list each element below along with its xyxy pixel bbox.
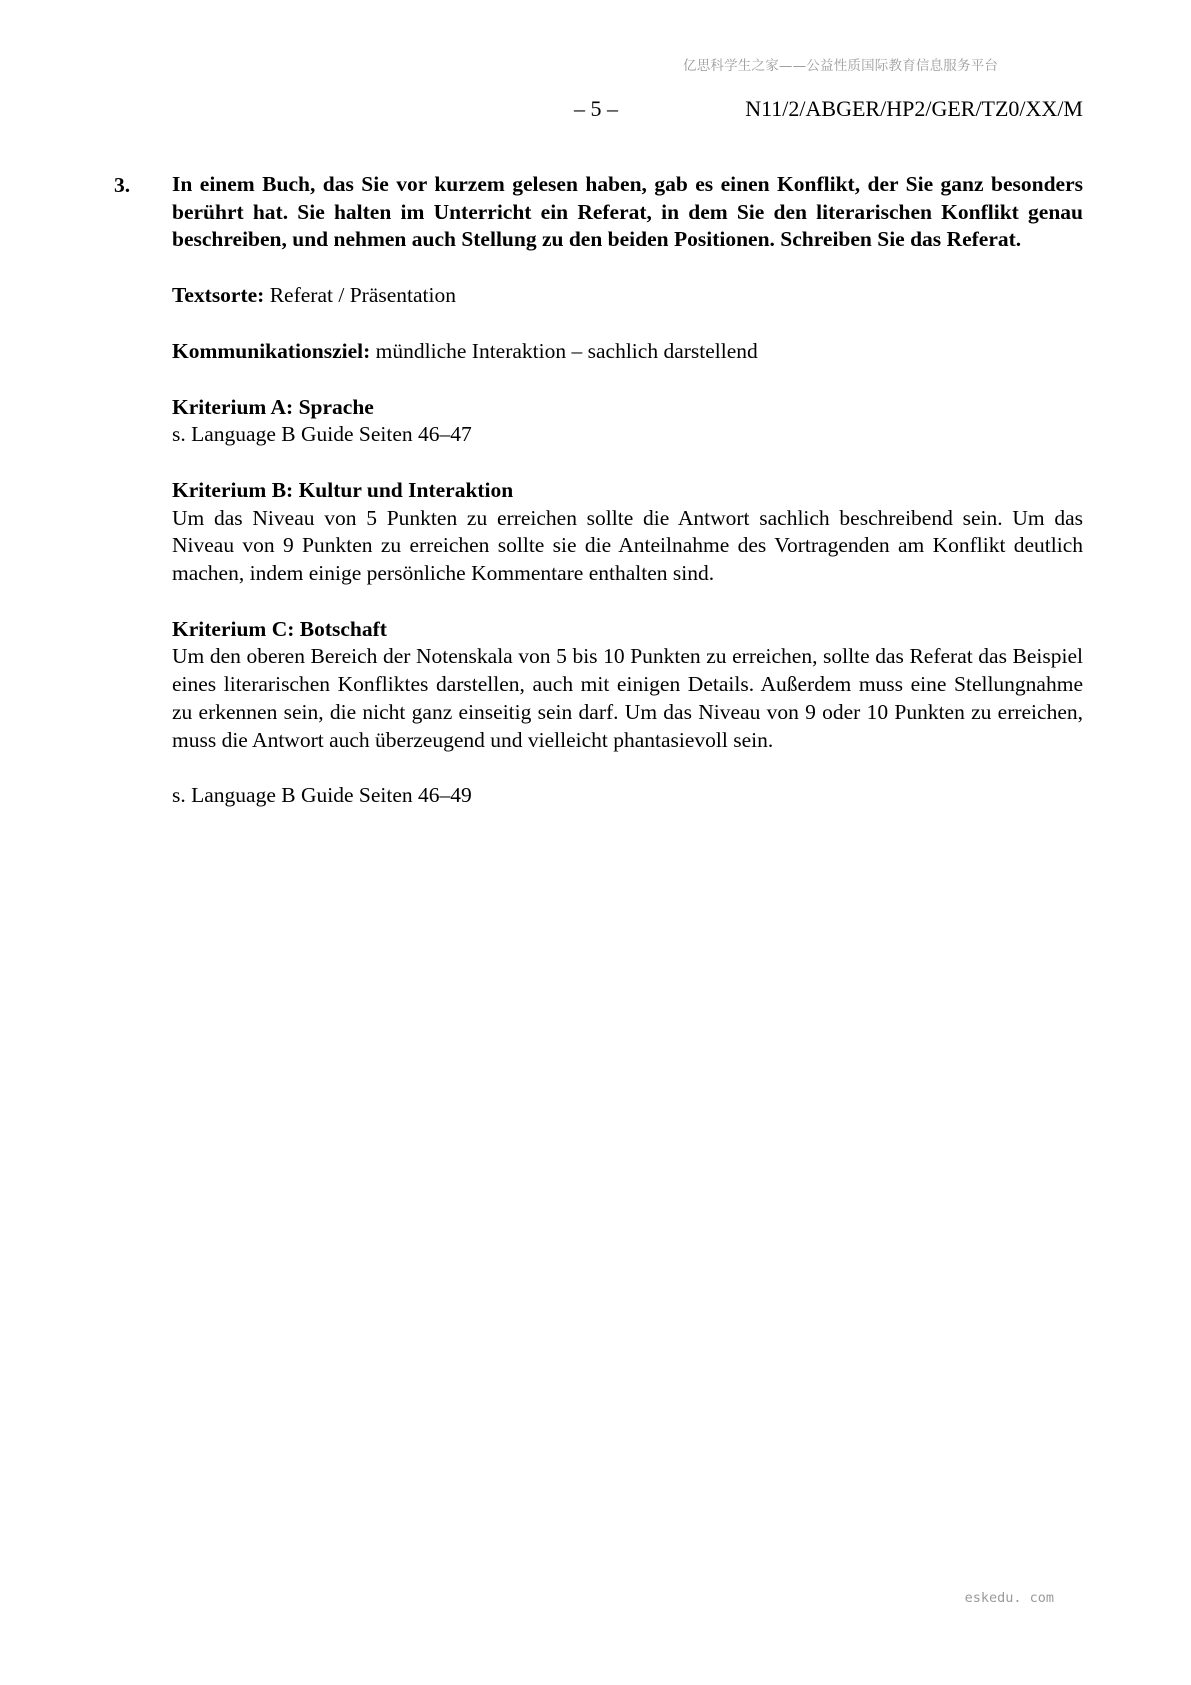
spacer bbox=[172, 254, 1083, 282]
spacer bbox=[172, 754, 1083, 782]
kommunikationsziel-label: Kommunikationsziel: bbox=[172, 338, 371, 363]
textsorte-line bbox=[172, 282, 1083, 310]
header-watermark: 亿思科学生之家——公益性质国际教育信息服务平台 bbox=[683, 58, 999, 74]
criterion-a-text: s. Language B Guide Seiten 46–47 bbox=[172, 422, 472, 447]
question-number: 3. bbox=[114, 173, 131, 197]
criterion-c-text: Um den oberen Bereich der Notenskala von 5 bis 10 Punkten zu erreichen, sollte das Referat das Beispiel eines literarischen Konfliktes darstellen, auch mit einigen Details. Außerdem muss eine Stellungnahme zu erkennen sein, die nicht ganz einseitig sein darf. Um das Niveau von 9 oder 10 Punkten zu erreichen, muss die Antwort auch überzeugend und vielleicht phantasievoll sein. bbox=[172, 644, 1083, 752]
guide-reference: s. Language B Guide Seiten 46–49 bbox=[172, 783, 472, 808]
textsorte-value: Referat / Präsentation bbox=[264, 283, 456, 308]
markscheme-content bbox=[172, 171, 1083, 810]
spacer bbox=[172, 310, 1083, 338]
spacer bbox=[172, 366, 1083, 394]
kommunikationsziel-value: mündliche Interaktion – sachlich darstellend bbox=[370, 338, 758, 363]
criterion-b-heading: Kriterium B: Kultur und Interaktion bbox=[172, 477, 514, 502]
criterion-b-text: Um das Niveau von 5 Punkten zu erreichen sollte die Antwort sachlich beschreibend sein. Um das Niveau von 9 Punkten zu erreichen sollte sie die Anteilnahme des Vortragenden am Konflikt deutlich machen, indem einige persönliche Kommentare enthalten sind. bbox=[172, 505, 1083, 586]
spacer bbox=[172, 588, 1083, 616]
criterion-c-heading: Kriterium C: Botschaft bbox=[172, 616, 387, 641]
spacer bbox=[172, 449, 1083, 477]
page-number: – 5 – bbox=[574, 96, 618, 121]
kommunikationsziel-line bbox=[172, 338, 1083, 366]
textsorte-label: Textsorte: bbox=[172, 283, 265, 308]
footer-watermark: eskedu. com bbox=[964, 1590, 1054, 1606]
criterion-a-heading: Kriterium A: Sprache bbox=[172, 394, 374, 419]
question-text: In einem Buch, das Sie vor kurzem gelesen haben, gab es einen Konflikt, der Sie ganz besonders berührt hat. Sie halten im Unterricht ein Referat, in dem Sie den literarischen Konflikt genau beschreiben, und nehmen auch Stellung zu den beiden Positionen. Schreiben Sie das Referat. bbox=[172, 172, 1083, 252]
document-code: N11/2/ABGER/HP2/GER/TZ0/XX/M bbox=[745, 96, 1083, 121]
